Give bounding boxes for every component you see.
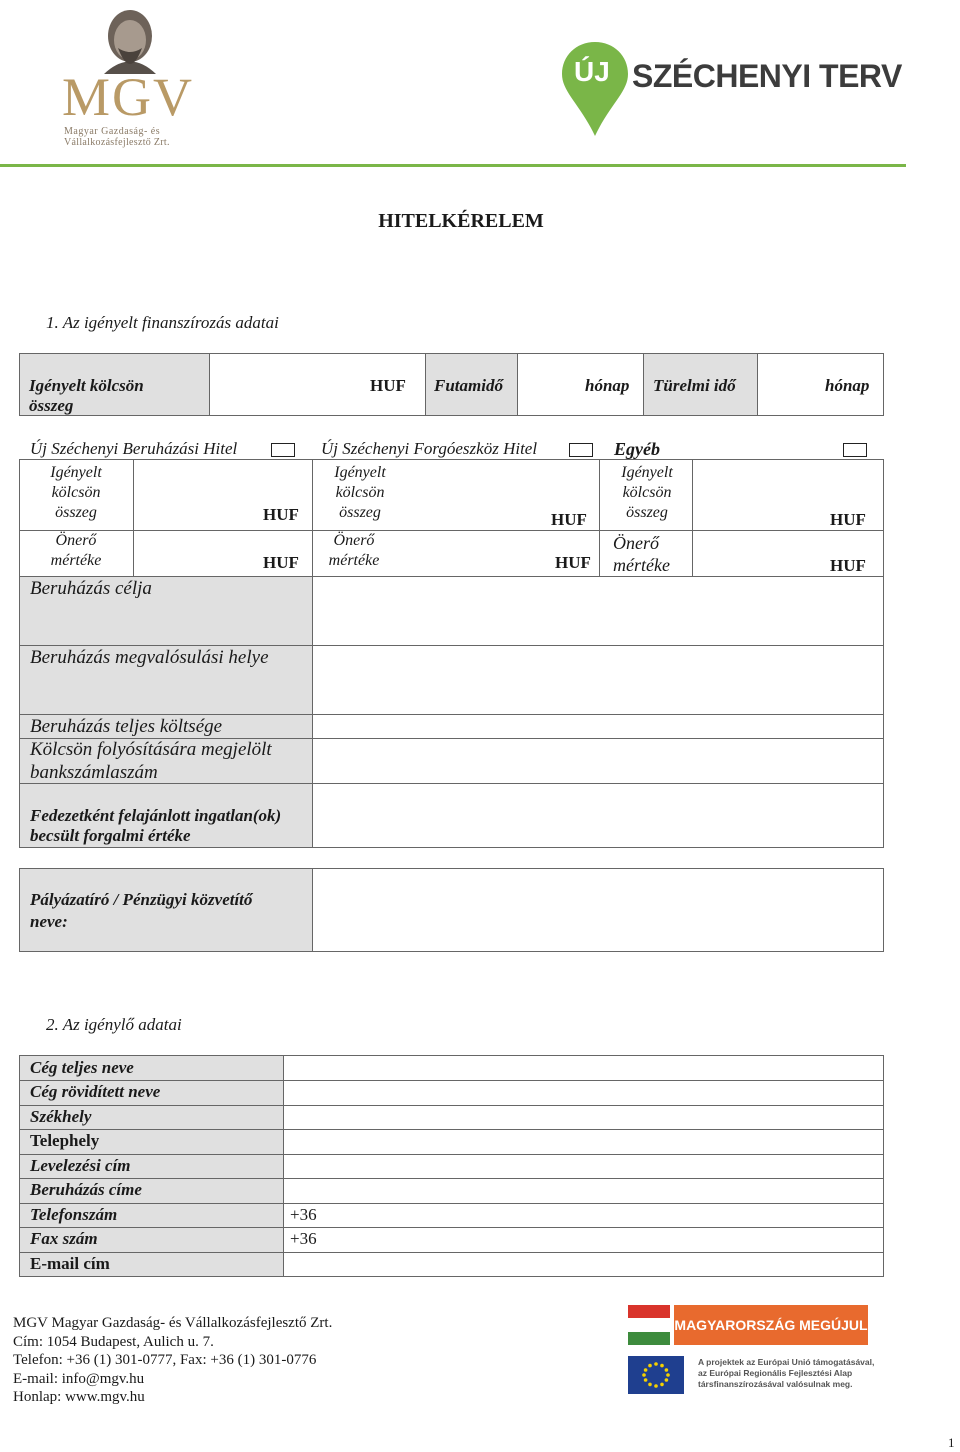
product-2-name: Új Széchenyi Forgóeszköz Hitel (321, 439, 538, 458)
investment-address-input[interactable] (290, 1180, 880, 1201)
purpose-input[interactable] (315, 579, 881, 643)
product-2-loan-unit: HUF (551, 510, 587, 529)
requested-loan-label: Igényelt kölcsön összeg (29, 376, 144, 415)
investment-details-table (19, 577, 884, 848)
eu-support-block (628, 1356, 888, 1396)
footer-email: E-mail: info@mgv.hu (13, 1370, 145, 1387)
product-1-checkbox[interactable] (271, 443, 295, 457)
mgv-logo (60, 4, 200, 148)
eu-flag-icon (628, 1356, 684, 1394)
footer-web: Honlap: www.mgv.hu (13, 1389, 145, 1405)
szt-name: SZÉCHENYI TERV (632, 58, 902, 94)
phone-label: Telefonszám (30, 1205, 118, 1224)
banner-text: MAGYARORSZÁG MEGÚJUL (674, 1305, 868, 1345)
mgv-logo-subtitle-2: Vállalkozásfejlesztő Zrt. (64, 137, 170, 148)
product-3-checkbox[interactable] (843, 443, 867, 457)
footer-phone: Telefon: +36 (1) 301-0777, Fax: +36 (1) 301-0776 (13, 1352, 317, 1368)
fax-input[interactable]: +36 (290, 1229, 317, 1248)
grace-period-label: Türelmi idő (653, 376, 736, 395)
bank-account-label: Kölcsön folyósítására megjelölt bankszámlaszám (30, 739, 272, 783)
financing-top-row (19, 353, 884, 416)
company-full-name-input[interactable] (290, 1058, 880, 1079)
page-number: 1 (948, 1435, 955, 1450)
bank-account-input[interactable] (315, 740, 881, 781)
footer-contact (13, 1314, 332, 1407)
product-3-own-unit: HUF (830, 556, 866, 575)
grace-period-unit: hónap (825, 376, 870, 395)
product-3-own-label: Önerő mértéke (613, 533, 670, 575)
site-label: Telephely (30, 1131, 100, 1150)
product-3-name: Egyéb (614, 439, 660, 459)
company-full-name-label: Cég teljes neve (30, 1058, 134, 1077)
mgv-logo-subtitle-1: Magyar Gazdaság- és (64, 126, 161, 137)
map-pin-icon (560, 40, 630, 140)
collateral-label: Fedezetként felajánlott ingatlan(ok) becsült forgalmi értéke (30, 806, 282, 845)
product-2-checkbox[interactable] (569, 443, 593, 457)
product-1-own-unit: HUF (263, 553, 299, 572)
agent-label: Pályázatíró / Pénzügyi közvetítő neve: (30, 890, 253, 931)
total-cost-input[interactable] (315, 716, 881, 737)
eu-text-line-2: az Európai Regionális Fejlesztési Alap (698, 1368, 853, 1378)
investment-address-label: Beruházás címe (30, 1180, 142, 1199)
company-short-name-input[interactable] (290, 1082, 880, 1103)
email-input[interactable] (290, 1254, 880, 1275)
headquarters-label: Székhely (30, 1107, 92, 1126)
product-3-loan-label: Igényelt kölcsön összeg (621, 464, 673, 521)
product-2-own-unit: HUF (555, 553, 591, 572)
magyarorszag-megujul-banner (628, 1305, 868, 1345)
product-1-name: Új Széchenyi Beruházási Hitel (30, 439, 238, 458)
product-1-own-label: Önerő mértéke (50, 532, 102, 569)
header-rule (0, 164, 906, 167)
location-label: Beruházás megvalósulási helye (30, 647, 269, 668)
term-label: Futamidő (434, 376, 503, 395)
purpose-label: Beruházás célja (30, 578, 152, 599)
total-cost-label: Beruházás teljes költsége (30, 716, 223, 737)
eu-text-line-3: társfinanszírozásával valósulnak meg. (698, 1379, 853, 1389)
eu-text-line-1: A projektek az Európai Unió támogatásával, (698, 1357, 875, 1367)
phone-input[interactable]: +36 (290, 1205, 317, 1224)
szt-badge: ÚJ (574, 56, 610, 87)
product-2-loan-label: Igényelt kölcsön összeg (334, 464, 386, 521)
agent-table (19, 868, 884, 952)
product-options (19, 437, 884, 577)
eu-text (698, 1357, 874, 1390)
footer-address: Cím: 1054 Budapest, Aulich u. 7. (13, 1333, 214, 1350)
hungarian-flag-icon (628, 1305, 670, 1345)
szechenyi-terv-logo (560, 40, 902, 140)
mailing-address-label: Levelezési cím (30, 1156, 131, 1175)
product-2-own-label: Önerő mértéke (328, 532, 380, 569)
mgv-logo-name: MGV (62, 67, 195, 127)
location-input[interactable] (315, 647, 881, 712)
section1-heading: 1. Az igényelt finanszírozás adatai (46, 313, 279, 332)
email-label: E-mail cím (30, 1254, 110, 1273)
page-title: HITELKÉRELEM (378, 210, 544, 232)
requested-loan-unit: HUF (370, 376, 406, 395)
headquarters-input[interactable] (290, 1107, 880, 1128)
product-1-loan-unit: HUF (263, 505, 299, 524)
product-1-loan-label: Igényelt kölcsön összeg (50, 464, 102, 521)
applicant-table (19, 1055, 884, 1277)
product-3-loan-unit: HUF (830, 510, 866, 529)
company-short-name-label: Cég rövidített neve (30, 1082, 161, 1101)
section2-heading: 2. Az igénylő adatai (46, 1015, 182, 1034)
portrait-icon (60, 4, 200, 74)
mailing-address-input[interactable] (290, 1156, 880, 1177)
agent-input[interactable] (315, 871, 881, 949)
collateral-input[interactable] (315, 785, 881, 845)
term-unit: hónap (585, 376, 630, 395)
fax-label: Fax szám (30, 1229, 98, 1248)
site-input[interactable] (290, 1131, 880, 1152)
footer-company: MGV Magyar Gazdaság- és Vállalkozásfejlesztő Zrt. (13, 1315, 333, 1331)
